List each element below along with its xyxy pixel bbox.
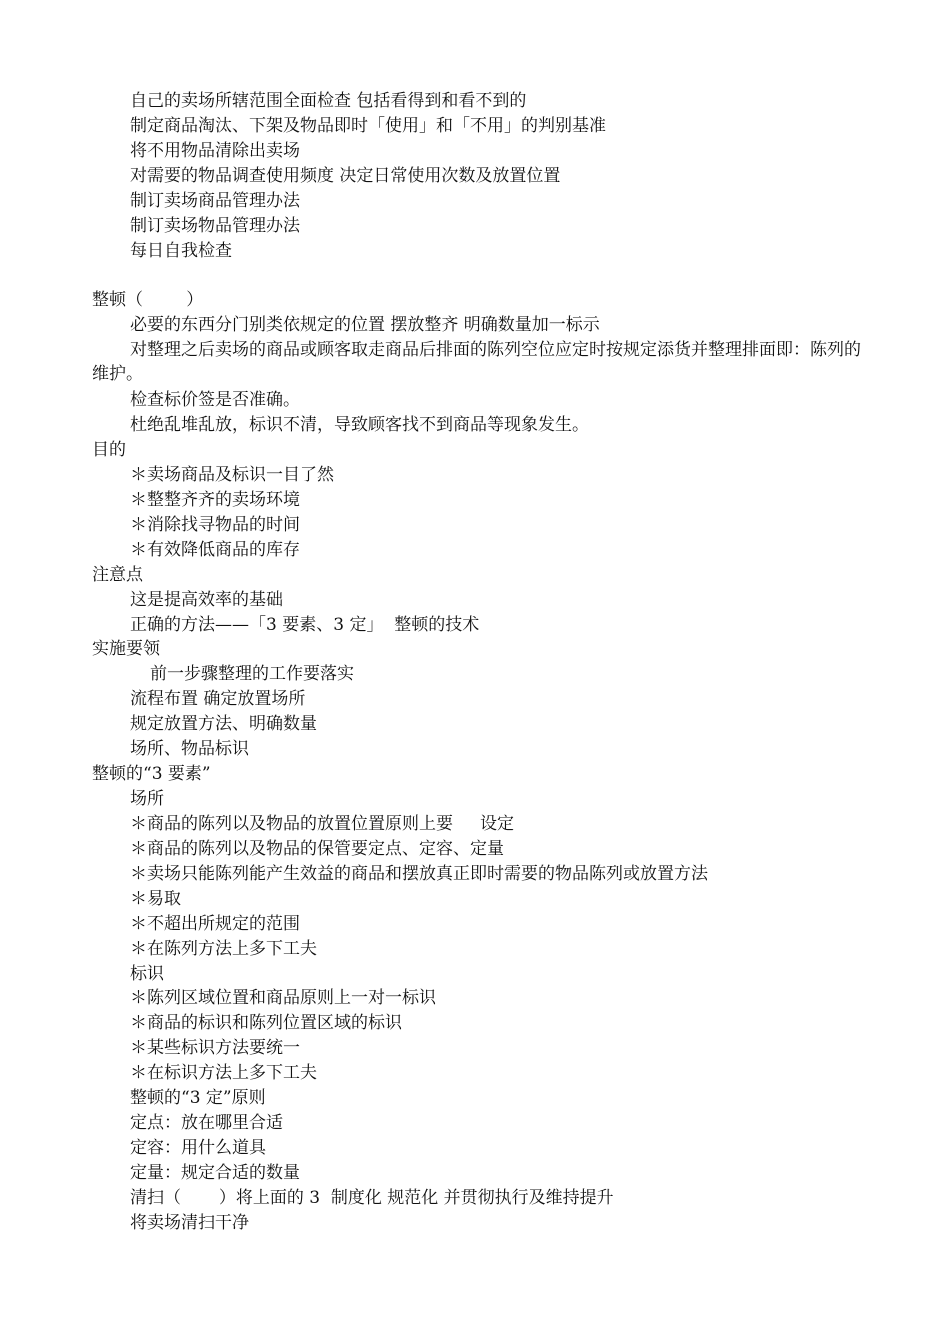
bullet-item: ＊在陈列方法上多下工夫 (130, 939, 317, 959)
bullet-item: ＊陈列区域位置和商品原则上一对一标识 (130, 988, 436, 1008)
bullet-item: ＊在标识方法上多下工夫 (130, 1063, 317, 1083)
text-line: 前一步骤整理的工作要落实 (150, 664, 354, 684)
bullet-item: ＊整整齐齐的卖场环境 (130, 490, 300, 510)
text-line: 必要的东西分门别类依规定的位置 摆放整齐 明确数量加一标示 (130, 315, 600, 335)
text-line: 对需要的物品调查使用频度 决定日常使用次数及放置位置 (130, 166, 561, 186)
bullet-item: ＊不超出所规定的范围 (130, 914, 300, 934)
text-line: 检查标价签是否准确。 (130, 390, 300, 410)
text-line: 正确的方法——「3 要素、3 定」 整顿的技术 (130, 615, 480, 635)
subheading: 标识 (130, 964, 164, 984)
bullet-item: ＊卖场商品及标识一目了然 (130, 465, 334, 485)
text-line: 每日自我检查 (130, 241, 232, 261)
section-heading: 目的 (92, 440, 126, 460)
bullet-item: ＊商品的陈列以及物品的放置位置原则上要 设定 (130, 814, 515, 834)
text-line: 制定商品淘汰、下架及物品即时「使用」和「不用」的判别基准 (130, 116, 606, 136)
wrapped-paragraph: 对整理之后卖场的商品或顾客取走商品后排面的陈列空位应定时按规定添货并整理排面即：陈列的维护。 (92, 340, 861, 384)
bullet-item: ＊有效降低商品的库存 (130, 540, 300, 560)
subheading: 整顿的“3 定”原则 (130, 1088, 266, 1108)
section-heading: 注意点 (92, 565, 143, 585)
section-heading: 整顿（ ） (92, 290, 204, 310)
text-line: 清扫（ ）将上面的 3 制度化 规范化 并贯彻执行及维持提升 (130, 1188, 614, 1208)
text-line: 这是提高效率的基础 (130, 590, 283, 610)
bullet-item: ＊商品的陈列以及物品的保管要定点、定容、定量 (130, 839, 504, 859)
text-line: 制订卖场商品管理办法 (130, 191, 300, 211)
text-line: 定容：用什么道具 (130, 1138, 266, 1158)
text-line: 定点：放在哪里合适 (130, 1113, 283, 1133)
text-line: 流程布置 确定放置场所 (130, 689, 306, 709)
text-line: 杜绝乱堆乱放，标识不清，导致顾客找不到商品等现象发生。 (130, 415, 589, 435)
text-line: 将卖场清扫干净 (130, 1213, 249, 1233)
bullet-item: ＊商品的标识和陈列位置区域的标识 (130, 1013, 402, 1033)
text-line: 定量：规定合适的数量 (130, 1163, 300, 1183)
text-line: 将不用物品清除出卖场 (130, 141, 300, 161)
section-heading: 整顿的“3 要素” (92, 764, 211, 784)
subheading: 场所 (130, 789, 164, 809)
bullet-item: ＊消除找寻物品的时间 (130, 515, 300, 535)
bullet-item: ＊易取 (130, 889, 181, 909)
bullet-item: ＊卖场只能陈列能产生效益的商品和摆放真正即时需要的物品陈列或放置方法 (130, 864, 708, 884)
text-line: 规定放置方法、明确数量 (130, 714, 317, 734)
text-line: 自己的卖场所辖范围全面检查 包括看得到和看不到的 (130, 91, 527, 111)
section-heading: 实施要领 (92, 639, 160, 659)
bullet-item: ＊某些标识方法要统一 (130, 1038, 300, 1058)
text-line: 场所、物品标识 (130, 739, 249, 759)
text-line: 制订卖场物品管理办法 (130, 216, 300, 236)
